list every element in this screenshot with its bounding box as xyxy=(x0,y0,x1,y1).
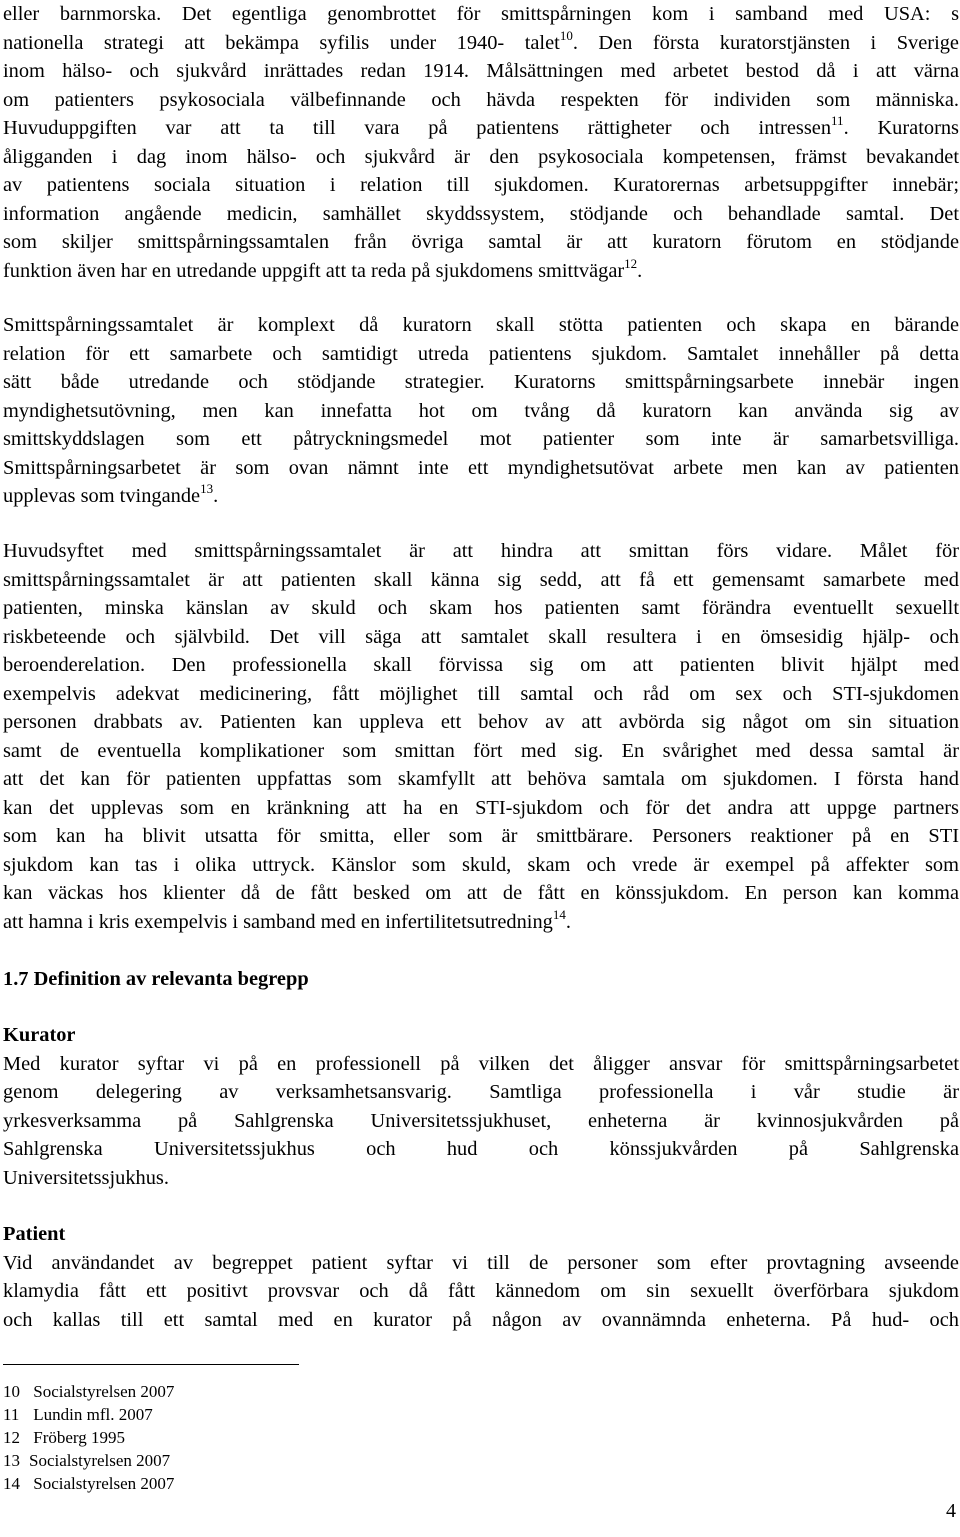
footnote-ref: 11 xyxy=(831,113,844,128)
text-line: funktion även har en utredande uppgift att ta reda på sjukdomens smittvägar$^{12}$. xyxy=(3,255,643,282)
text-line: Huvuduppgiften var att ta till vara på patientens rättigheter och intressen$^{11}$. Kuratorns xyxy=(3,113,959,139)
text-line: Sahlgrenska Universitetssjukhus och hud och könssjukvården på Sahlgrenska xyxy=(3,1138,959,1160)
text-line: kan det upplevas som en kränkning att ha en STI-sjukdom och för det andra att uppge partners xyxy=(3,796,959,819)
paragraph-complex-conversation xyxy=(3,311,959,511)
text-line: Smittspårningssamtalet är komplext då kuratorn skall stötta patienten och skapa en bärande xyxy=(3,314,959,336)
definition-title: Kurator xyxy=(3,1024,76,1046)
footnote: 13 Socialstyrelsen 2007 xyxy=(3,1451,171,1470)
text-line: personen drabbats av. Patienten kan uppleva ett behov av att avbörda sig något om sin situation xyxy=(3,711,959,733)
text-line: klamydia fått ett positivt provsvar och då fått kännedom om sin sexuellt överförbara sjukdom xyxy=(3,1280,959,1302)
footnote-ref: 12 xyxy=(624,255,638,271)
text-line: åligganden i dag inom hälso- och sjukvård är den psykosociala kompetensen, främst bevakandet xyxy=(3,145,959,168)
text-line: om patienters psykosociala välbefinnande och hävda respekten för individen som människa. xyxy=(3,88,959,111)
footnote: 11 Lundin mfl. 2007 xyxy=(3,1405,153,1424)
text-line: smittspårningssamtalet är att patienten skall känna sig sedd, att få ett gemensamt samarbete med xyxy=(3,568,959,591)
text-line: sjukdom kan tas i olika uttryck. Känslor som skuld, skam och vrede är exempel på affekter som xyxy=(3,853,959,876)
text-line: inom hälso- och sjukvård inrättades redan 1914. Målsättningen med arbetet bestod då i att värna xyxy=(3,60,959,82)
section-heading: 1.7 Definition av relevanta begrepp xyxy=(3,968,309,990)
text-line: yrkesverksamma på Sahlgrenska Universitetssjukhuset, enheterna är kvinnosjukvården på xyxy=(3,1109,959,1132)
text-line: av patientens sociala situation i relation till sjukdomen. Kuratorernas arbetsuppgifter innebär; xyxy=(3,174,959,196)
footnote-ref: 10 xyxy=(559,27,573,43)
text-line: exempelvis adekvat medicinering, fått möjlighet till samtal och råd om sex och STI-sjukdomen xyxy=(3,682,959,705)
text-line: relation för ett samarbete och samtidigt utreda patientens sjukdom. Samtalet innehåller på detta xyxy=(3,342,959,365)
text-line: Huvudsyftet med smittspårningssamtalet är att hindra att smittan förs vidare. Målet för xyxy=(3,540,959,562)
text-line: Universitetssjukhus. xyxy=(3,1166,169,1189)
text-line: att det kan för patienten uppfattas som skamfyllt att behöva samtala om sjukdomen. I första hand xyxy=(3,768,959,790)
text-line: information angående medicin, samhället skyddssystem, stödjande och behandlade samtal. Det xyxy=(3,202,959,225)
footnote-separator xyxy=(3,1364,299,1365)
definition-kurator xyxy=(3,1021,959,1192)
paragraph-kurator-history xyxy=(3,0,959,285)
text-line: och kallas till ett samtal med en kurator på någon av ovannämnda enheterna. På hud- och xyxy=(3,1308,959,1331)
text-line: att hamna i kris exempelvis i samband med en infertilitetsutredning$^{14}$. xyxy=(3,906,571,933)
footnote: 14 Socialstyrelsen 2007 xyxy=(3,1474,175,1493)
text-line: som kan ha blivit utsatta för smitta, eller som är smittbärare. Personers reaktioner på en STI xyxy=(3,825,959,847)
text-line: kan väckas hos klienter då de fått besked om att de fått en könssjukdom. En person kan komma xyxy=(3,882,959,904)
text-line: Vid användandet av begreppet patient syftar vi till de personer som efter provtagning avseende xyxy=(3,1251,959,1274)
paragraph-main-purpose xyxy=(3,537,959,936)
text-line: smittskyddslagen som ett påtryckningsmedel mot patienter som inte är samarbetsvilliga. xyxy=(3,428,959,450)
text-line: beroenderelation. Den professionella skall förvissa sig om att patienten blivit hjälpt med xyxy=(3,654,959,676)
text-line: genom delegering av verksamhetsansvarig. Samtliga professionella i vår studie är xyxy=(3,1081,959,1103)
text-line: nationella strategi att bekämpa syfilis under 1940- talet$^{10}$. Den första kuratorstjänsten i Sverige xyxy=(3,27,959,54)
page-number: 4 xyxy=(946,1500,956,1522)
footnote-ref: 14 xyxy=(552,906,566,922)
text-line: Med kurator syftar vi på en professionell på vilken det åligger ansvar för smittspårningsarbetet xyxy=(3,1052,959,1075)
text-line: samt de eventuella komplikationer som smittan fört med sig. En svårighet med dessa samtal är xyxy=(3,739,959,762)
text-line: eller barnmorska. Det egentliga genombrottet för smittspårningen kom i samband med USA: s xyxy=(3,3,959,25)
definition-patient xyxy=(3,1220,959,1334)
text-line: myndighetsutövning, men kan innefatta hot om tvång då kuratorn kan använda sig av xyxy=(3,399,959,422)
text-line: Smittspårningsarbetet är som ovan nämnt inte ett myndighetsutövat arbete men kan av patienten xyxy=(3,456,959,479)
text-line: patienten, minska känslan av skuld och skam hos patienten samt förändra eventuellt sexuellt xyxy=(3,597,959,619)
definition-title: Patient xyxy=(3,1223,66,1245)
footnotes xyxy=(3,1380,174,1495)
text-line: sätt både utredande och stödjande strategier. Kuratorns smittspårningsarbete innebär ingen xyxy=(3,371,959,393)
footnote: 10 Socialstyrelsen 2007 xyxy=(3,1382,175,1401)
text-line: upplevas som tvingande$^{13}$. xyxy=(3,481,219,507)
text-line: som skiljer smittspårningssamtalen från övriga samtal är att kuratorn förutom en stödjande xyxy=(3,231,959,253)
footnote-ref: 13 xyxy=(200,481,214,496)
footnote: 12 Fröberg 1995 xyxy=(3,1428,126,1447)
text-line: riskbeteende och självbild. Det vill säga att samtalet skall resultera i en ömsesidig hjälp- och xyxy=(3,625,959,648)
